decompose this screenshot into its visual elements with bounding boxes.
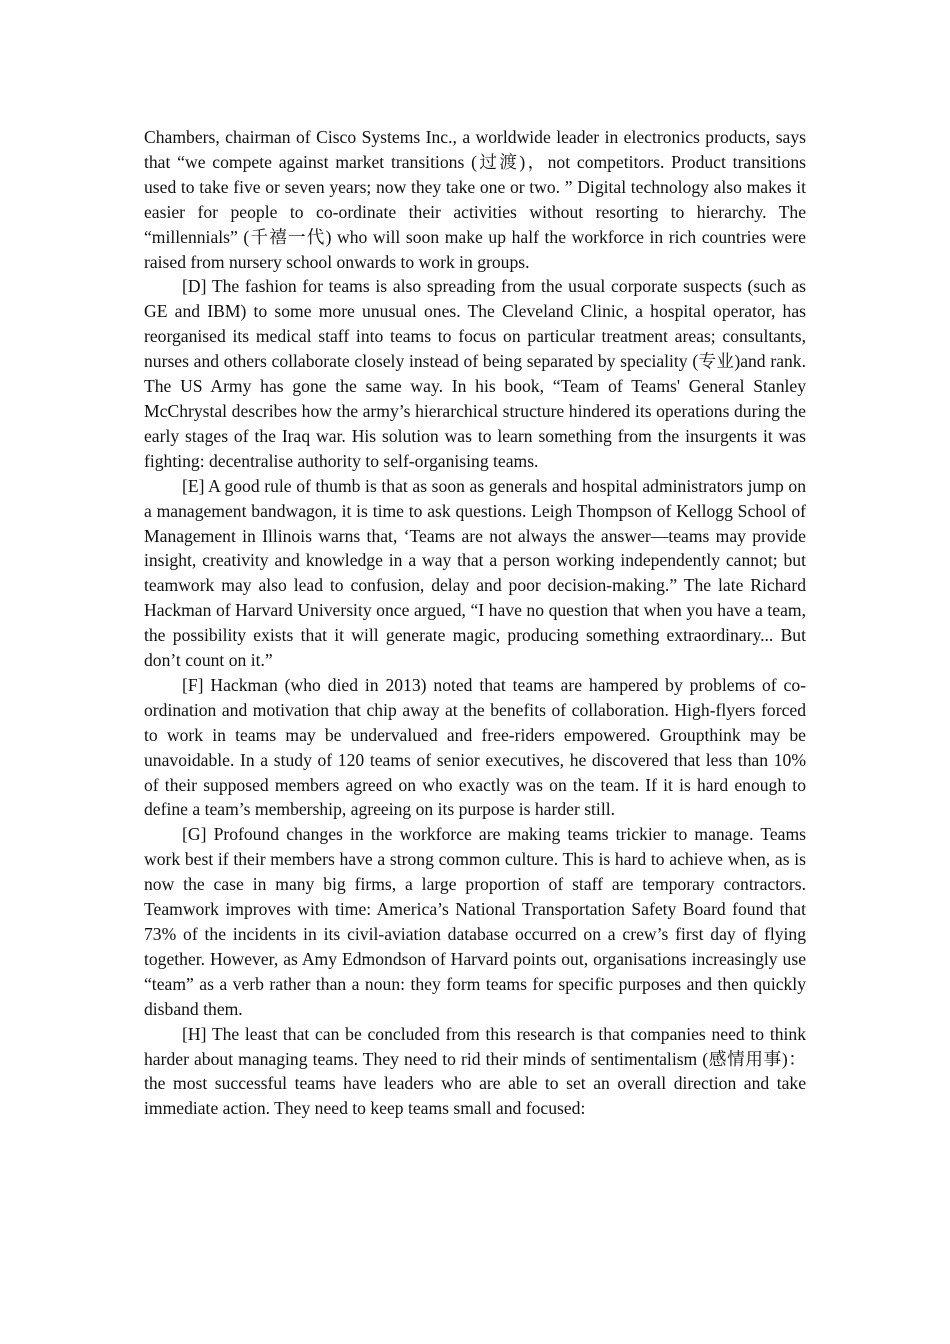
paragraph-g: [G] Profound changes in the workforce are making teams trickier to manage. Teams work best if their members have a strong common culture. This is hard to achieve when, as is now the case in many big firms, a large proportion of staff are temporary contractors. Teamwork improves with time: America’s National Transportation Safety Board found that 73% of the incidents in its civil-aviation database occurred on a crew’s first day of flying together. However, as Amy Edmondson of Harvard points out, organisations increasingly use “team” as a verb rather than a noun: they form teams for specific purposes and then quickly disband them.	[144, 824, 806, 1019]
paragraph-continuation: Chambers, chairman of Cisco Systems Inc., a worldwide leader in electronics products, says that “we compete against market transitions (过渡)，not competitors. Product transitions used to take five or seven years; now they take one or two. ” Digital technology also makes it easier for people to co-ordinate their activities without resorting to hierarchy. The “millennials” (千禧一代) who will soon make up half the workforce in rich countries were raised from nursery school onwards to work in groups.	[144, 127, 806, 272]
paragraph-h: [H] The least that can be concluded from this research is that companies need to think harder about managing teams. They need to rid their minds of sentimentalism (感情用事)：the most successful teams have leaders who are able to set an overall direction and take immediate action. They need to keep teams small and focused:	[144, 1023, 806, 1119]
paragraph-d: [D] The fashion for teams is also spreading from the usual corporate suspects (such as GE and IBM) to some more unusual ones. The Cleveland Clinic, a hospital operator, has reorganised its medical staff into teams to focus on particular treatment areas; consultants, nurses and others collaborate closely instead of being separated by speciality (专业)and rank. The US Army has gone the same way. In his book, “Team of Teams' General Stanley McChrystal describes how the army’s hierarchical structure hindered its operations during the early stages of the Iraq war. His solution was to learn something from the insurgents it was fighting: decentralise authority to self-organising teams.	[144, 276, 806, 471]
article-body	[144, 125, 806, 1121]
paragraph-f: [F] Hackman (who died in 2013) noted that teams are hampered by problems of co-ordination and motivation that chip away at the benefits of collaboration. High-flyers forced to work in teams may be undervalued and free-riders empowered. Groupthink may be unavoidable. In a study of 120 teams of senior executives, he discovered that less than 10% of their supposed members agreed on who exactly was on the team. If it is hard enough to define a team’s membership, agreeing on its purpose is harder still.	[144, 674, 806, 820]
paragraph-e: [E] A good rule of thumb is that as soon as generals and hospital administrators jump on a management bandwagon, it is time to ask questions. Leigh Thompson of Kellogg School of Management in Illinois warns that, ‘Teams are not always the answer—teams may provide insight, creativity and knowledge in a way that a person working independently cannot; but teamwork may also lead to confusion, delay and poor decision-making.” The late Richard Hackman of Harvard University once argued, “I have no question that when you have a team, the possibility exists that it will generate magic, producing something extraordinary... But don’t count on it.”	[144, 475, 806, 671]
